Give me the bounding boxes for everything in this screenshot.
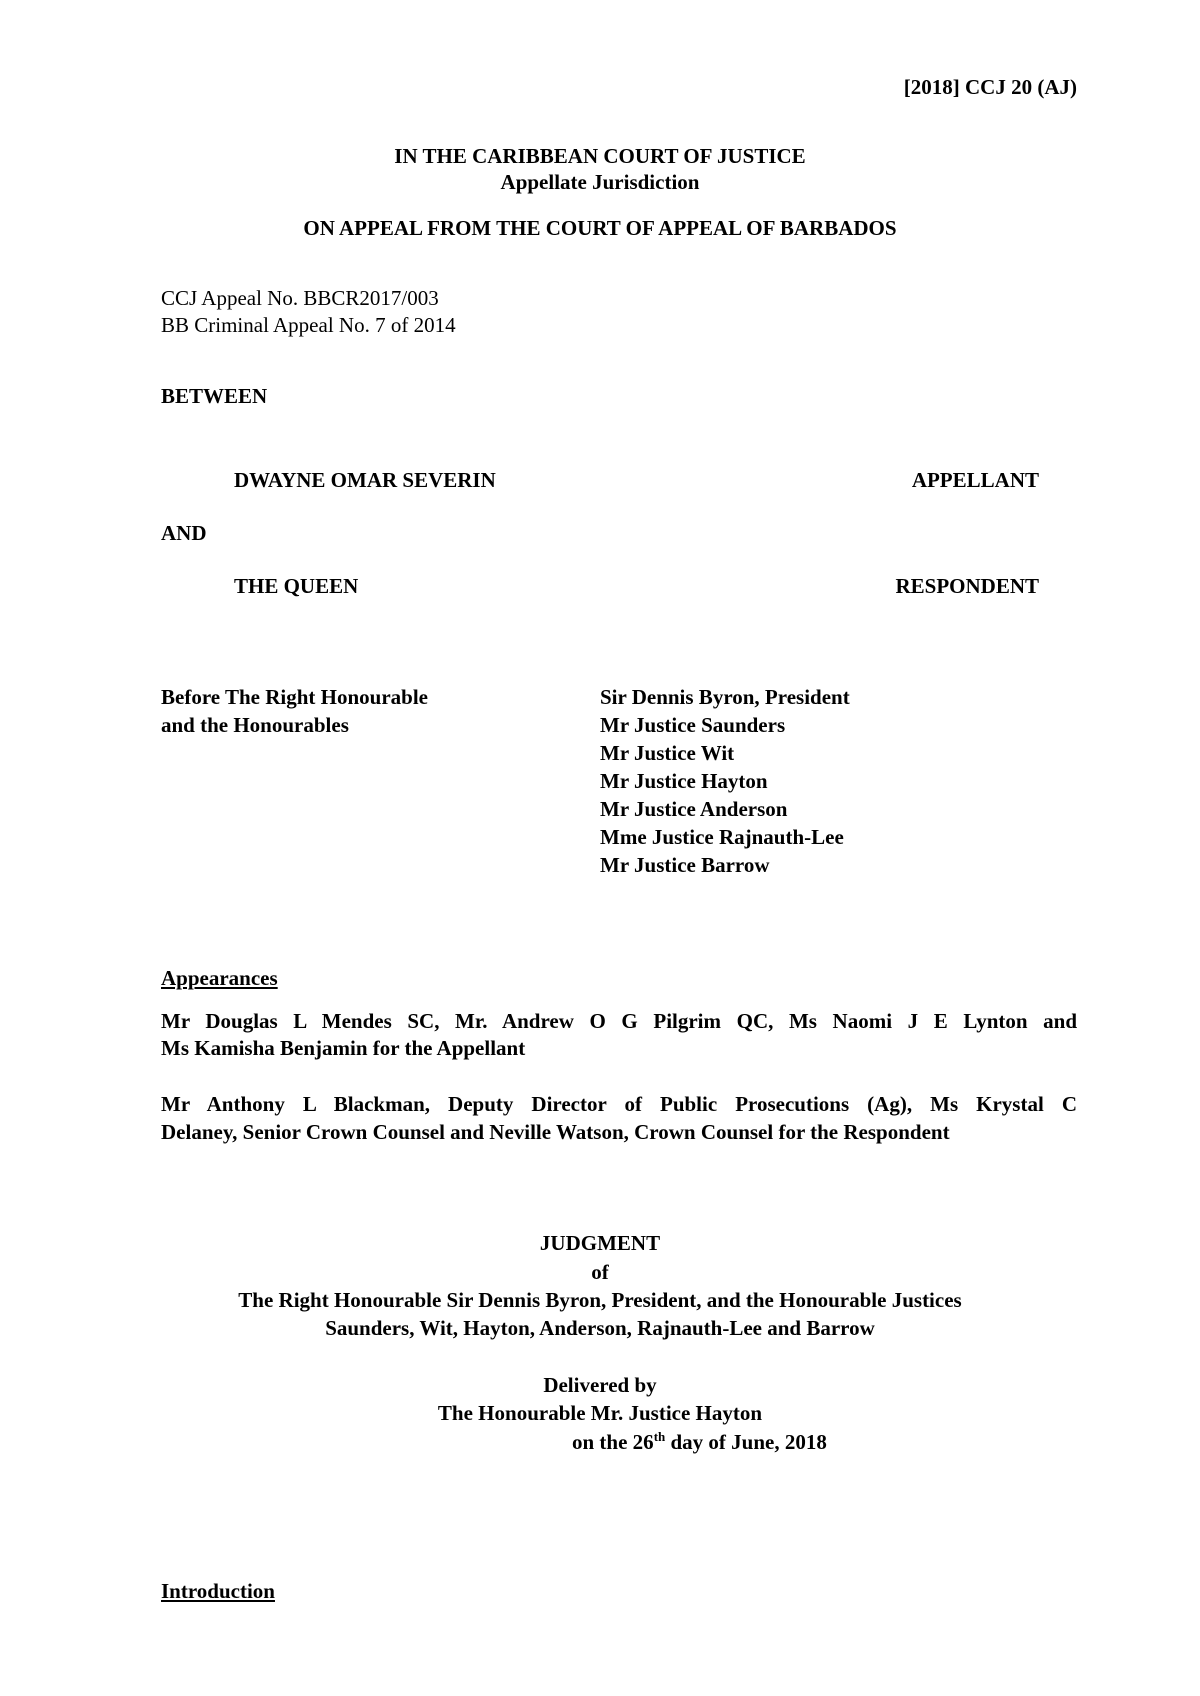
justice: Mr Justice Hayton [600,769,768,793]
criminal-appeal-number: BB Criminal Appeal No. 7 of 2014 [161,313,456,337]
judgment-of: of [591,1260,609,1284]
justice: Mr Justice Saunders [600,713,786,737]
justice: Mr Justice Anderson [600,797,788,821]
justice: Sir Dennis Byron, President [600,685,850,709]
delivered-date [572,1430,827,1454]
date-superscript: th [653,1429,666,1444]
appellant-role: APPELLANT [911,468,1039,492]
date-prefix: on the 26 [572,1430,654,1454]
appearance-line: Mr Anthony L Blackman, Deputy Director of Public Prosecutions (Ag), Ms Krystal C [161,1092,1077,1116]
date-suffix: day of June, 2018 [665,1430,827,1454]
appeal-from: ON APPEAL FROM THE COURT OF APPEAL OF BARBADOS [303,216,897,240]
appearance-line: Mr Douglas L Mendes SC, Mr. Andrew O G Pilgrim QC, Ms Naomi J E Lynton and [161,1009,1077,1033]
citation: [2018] CCJ 20 (AJ) [903,75,1077,99]
court-title: IN THE CARIBBEAN COURT OF JUSTICE [394,144,806,168]
before-line: Before The Right Honourable [161,685,428,709]
judgment-title: JUDGMENT [539,1231,661,1255]
appearance-line: Ms Kamisha Benjamin for the Appellant [161,1036,526,1060]
respondent-name: THE QUEEN [234,574,359,598]
delivered-label: Delivered by [543,1373,657,1397]
appellant-name: DWAYNE OMAR SEVERIN [234,468,496,492]
delivered-by: The Honourable Mr. Justice Hayton [437,1401,763,1425]
judgment-judges: The Right Honourable Sir Dennis Byron, President, and the Honourable Justices [238,1288,962,1312]
respondent-role: RESPONDENT [895,574,1039,598]
appearances-heading: Appearances [161,966,278,990]
judgment-judges: Saunders, Wit, Hayton, Anderson, Rajnauth-Lee and Barrow [325,1316,875,1340]
introduction-heading: Introduction [161,1579,275,1603]
justice: Mr Justice Wit [600,741,735,765]
appeal-number: CCJ Appeal No. BBCR2017/003 [161,286,439,310]
appearance-line: Delaney, Senior Crown Counsel and Neville Watson, Crown Counsel for the Respondent [161,1120,950,1144]
and-label: AND [161,521,207,545]
justice: Mr Justice Barrow [600,853,770,877]
before-line: and the Honourables [161,713,349,737]
jurisdiction: Appellate Jurisdiction [500,170,700,194]
justice: Mme Justice Rajnauth-Lee [600,825,844,849]
between-label: BETWEEN [161,384,268,408]
